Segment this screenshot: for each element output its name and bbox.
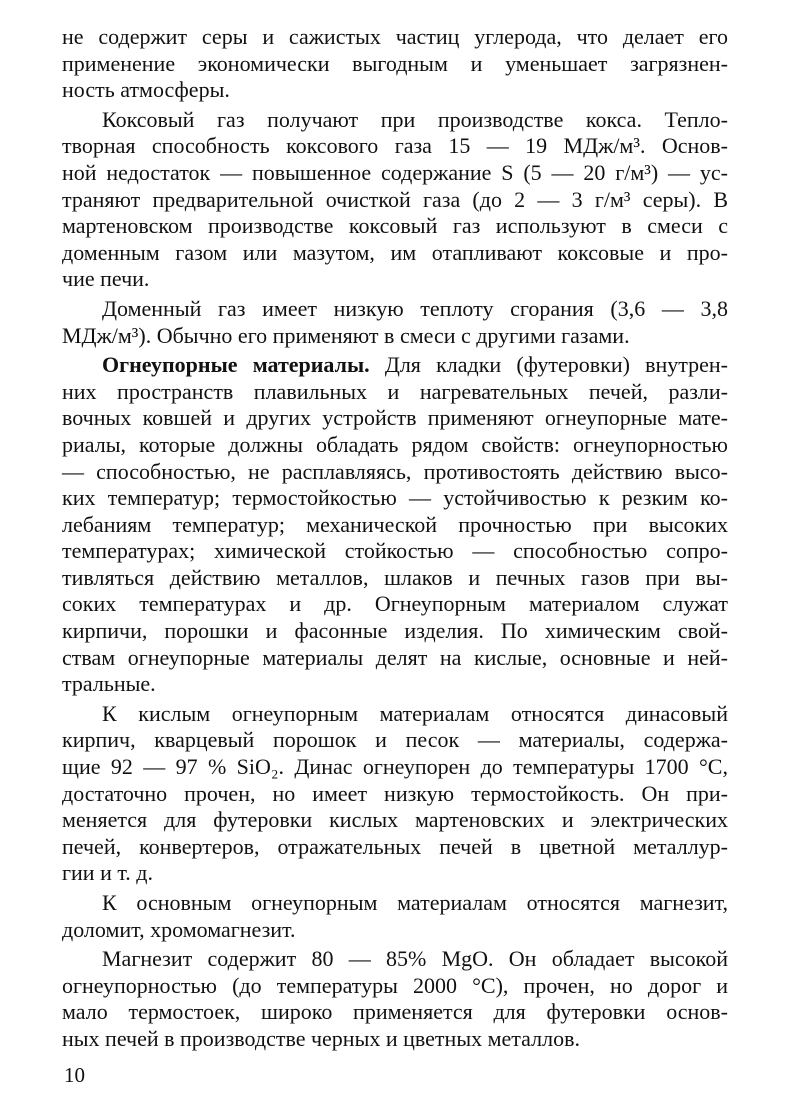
text-fragment: Для кладки (футеровки) внутрен-: [369, 352, 729, 378]
text-line: печей, конвертеров, отражательных печей в цветной металлур-: [62, 833, 728, 859]
text-line: МДж/м³). Обычно его применяют в смеси с другими газами.: [62, 322, 630, 348]
text-line: ких температур; термостойкостью — устойчивостью к резким ко-: [62, 485, 728, 511]
text-line: творная способность коксового газа 15 — 19 МДж/м³. Основ-: [62, 133, 728, 159]
text-line: применение экономически выгодным и уменьшает загрязнен-: [62, 50, 728, 76]
text-line: щие 92 — 97 % SiO₂. Динас огнеупорен до температуры 1700 °С,: [62, 754, 728, 780]
paragraph-3: [62, 296, 728, 349]
text-line: них пространств плавильных и нагревательных печей, разли-: [62, 378, 728, 404]
text-line: тральные.: [62, 671, 156, 697]
text-line: К кислым огнеупорным материалам относятся динасовый: [102, 700, 728, 726]
text-line: ных печей в производстве черных и цветных металлов.: [62, 1025, 580, 1051]
text-line: температурах; химической стойкостью — способностью сопро-: [62, 538, 728, 564]
text-line: лебаниям температур; механической прочностью при высоких: [62, 511, 728, 537]
paragraph-7: [62, 946, 728, 1052]
text-line: доменным газом или мазутом, им отапливают коксовые и про-: [62, 239, 728, 265]
text-line: достаточно прочен, но имеет низкую термостойкость. Он при-: [62, 780, 728, 806]
text-line: соких температурах и др. Огнеупорным материалом служат: [62, 591, 728, 617]
section-heading: Огнеупорные материалы.: [102, 352, 370, 378]
text-line: мало термостоек, широко применяется для футеровки основ-: [62, 999, 728, 1025]
text-line: доломит, хромомагнезит.: [62, 916, 296, 942]
text-line: кирпичи, порошки и фасонные изделия. По химическим свой-: [62, 618, 728, 644]
text-line: мартеновском производстве коксовый газ используют в смеси с: [62, 213, 728, 239]
text-line: чие печи.: [62, 266, 150, 292]
text-line: риалы, которые должны обладать рядом свойств: огнеупорностью: [62, 431, 728, 457]
paragraph-4: [62, 352, 728, 698]
text-line: — способностью, не расплавляясь, противостоять действию высо-: [62, 458, 728, 484]
page-number: 10: [64, 1063, 85, 1087]
paragraph-6: [62, 890, 728, 943]
text-line: тивляться действию металлов, шлаков и печных газов при вы-: [62, 564, 728, 590]
paragraph-1: [62, 24, 728, 104]
text-line: К основным огнеупорным материалам относятся магнезит,: [102, 890, 728, 915]
text-line: гии и т. д.: [62, 860, 153, 886]
text-line: ной недостаток — повышенное содержание S (5 — 20 г/м³) — ус-: [62, 159, 728, 185]
text-line: вочных ковшей и других устройств применяют огнеупорные мате-: [62, 405, 728, 431]
text-line: Доменный газ имеет низкую теплоту сгорания (3,6 — 3,8: [102, 295, 728, 321]
text-line: меняется для футеровки кислых мартеновских и электрических: [62, 807, 728, 833]
text-line: ствам огнеупорные материалы делят на кислые, основные и ней-: [62, 644, 728, 670]
text-line: Коксовый газ получают при производстве кокса. Тепло-: [102, 106, 728, 132]
page-body: [62, 24, 728, 1056]
paragraph-2: [62, 107, 728, 293]
text-line: кирпич, кварцевый порошок и песок — материалы, содержа-: [62, 727, 728, 753]
text-line: огнеупорностью (до температуры 2000 °С), прочен, но дорог и: [62, 972, 728, 998]
text-line: ность атмосферы.: [62, 77, 230, 103]
text-line-with-heading: [62, 352, 728, 379]
paragraph-5: [62, 701, 728, 887]
text-line: Магнезит содержит 80 — 85% MgO. Он обладает высокой: [102, 946, 728, 972]
text-line: траняют предварительной очисткой газа (до 2 — 3 г/м³ серы). В: [62, 186, 728, 212]
text-line: не содержит серы и сажистых частиц углерода, что делает его: [62, 24, 728, 49]
